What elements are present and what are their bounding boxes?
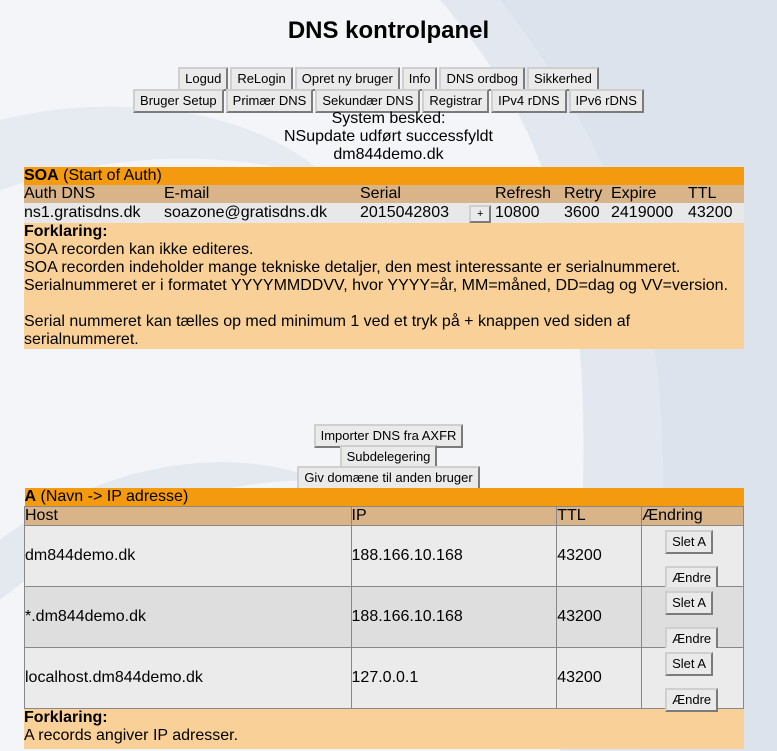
system-message [0,110,777,164]
col-ttl: TTL [688,185,717,202]
page-title: DNS kontrolpanel [287,17,490,44]
a-records-explanation [24,709,744,749]
soa-retry: 3600 [564,203,611,223]
system-message-label: System besked: [331,110,446,127]
system-message-domain: dm844demo.dk [333,146,444,163]
soa-ttl: 43200 [688,203,744,223]
col-ttl: TTL [557,507,642,526]
a-records-title: A (Navn -> IP adresse) [24,488,189,505]
soa-explanation-heading: Forklaring: [24,223,108,240]
registrar-button[interactable]: Registrar [422,89,489,113]
security-button[interactable]: Sikkerhed [527,67,599,91]
a-ip: 188.166.10.168 [351,526,557,587]
table-row [25,526,744,587]
a-host: *.dm844demo.dk [25,587,352,648]
edit-a-button[interactable]: Ændre [665,627,718,651]
soa-serial: 2015042803 [360,203,468,223]
import-axfr-button[interactable]: Importer DNS fra AXFR [314,424,464,448]
a-actions [642,526,744,587]
soa-explanation-line: Serialnummeret er i formatet YYYYMMDDVV, hvor YYYY=år, MM=måned, DD=dag og VV=version. [24,277,729,294]
col-serial: Serial [360,185,401,202]
soa-data-row [24,203,744,223]
a-records-header-row [25,507,744,526]
delete-a-button[interactable]: Slet A [665,530,713,554]
col-blank [468,185,495,203]
delete-a-button[interactable]: Slet A [665,591,713,615]
give-domain-button[interactable]: Giv domæne til anden bruger [297,466,479,490]
dns-dictionary-button[interactable]: DNS ordbog [439,67,525,91]
a-records-table [24,488,744,709]
primary-dns-button[interactable]: Primær DNS [226,89,314,113]
soa-refresh: 10800 [495,203,564,223]
soa-explanation-line: SOA recorden indeholder mange tekniske detaljer, den mest interessante er serialnummeret. [24,259,681,276]
col-retry: Retry [564,185,603,202]
col-auth-dns: Auth DNS [24,185,96,202]
a-ip: 188.166.10.168 [351,587,557,648]
soa-section [24,167,744,349]
system-message-text: NSupdate udført successfyldt [284,128,493,145]
info-button[interactable]: Info [402,67,438,91]
col-email: E-mail [164,185,210,202]
logout-button[interactable]: Logud [178,67,228,91]
soa-header-row [24,185,744,203]
col-host: Host [25,507,352,526]
create-user-button[interactable]: Opret ny bruger [295,67,400,91]
a-host: localhost.dm844demo.dk [25,648,352,709]
a-ttl: 43200 [557,587,642,648]
ipv6-rdns-button[interactable]: IPv6 rDNS [569,89,644,113]
a-explanation-line: A records angiver IP adresser. [24,727,239,744]
soa-auth-dns: ns1.gratisdns.dk [24,203,164,223]
a-actions [642,648,744,709]
a-records-section [24,488,744,749]
col-refresh: Refresh [495,185,552,202]
soa-explanation-line: Serial nummeret kan tælles op med minimum 1 ved et tryk på + knappen ved siden af serialnummeret. [24,313,631,348]
user-setup-button[interactable]: Bruger Setup [133,89,224,113]
a-actions [642,587,744,648]
soa-explanation-line: SOA recorden kan ikke editeres. [24,241,254,258]
edit-a-button[interactable]: Ændre [665,688,718,712]
soa-explanation [24,223,744,349]
edit-a-button[interactable]: Ændre [665,566,718,590]
secondary-dns-button[interactable]: Sekundær DNS [315,89,420,113]
nav-row-primary [0,67,777,91]
a-ttl: 43200 [557,526,642,587]
serial-increment-button[interactable]: + [469,205,491,223]
soa-table [24,167,744,223]
col-change: Ændring [642,507,744,526]
a-ip: 127.0.0.1 [351,648,557,709]
soa-email: soazone@gratisdns.dk [164,203,360,223]
col-ip: IP [351,507,557,526]
soa-title: SOA (Start of Auth) [24,167,162,184]
a-host: dm844demo.dk [25,526,352,587]
a-explanation-heading: Forklaring: [24,709,108,726]
table-row [25,587,744,648]
subdelegation-button[interactable]: Subdelegering [340,445,438,469]
soa-expire: 2419000 [611,203,688,223]
table-row [25,648,744,709]
a-ttl: 43200 [557,648,642,709]
ipv4-rdns-button[interactable]: IPv4 rDNS [491,89,566,113]
col-expire: Expire [611,185,657,202]
delete-a-button[interactable]: Slet A [665,652,713,676]
relogin-button[interactable]: ReLogin [230,67,292,91]
